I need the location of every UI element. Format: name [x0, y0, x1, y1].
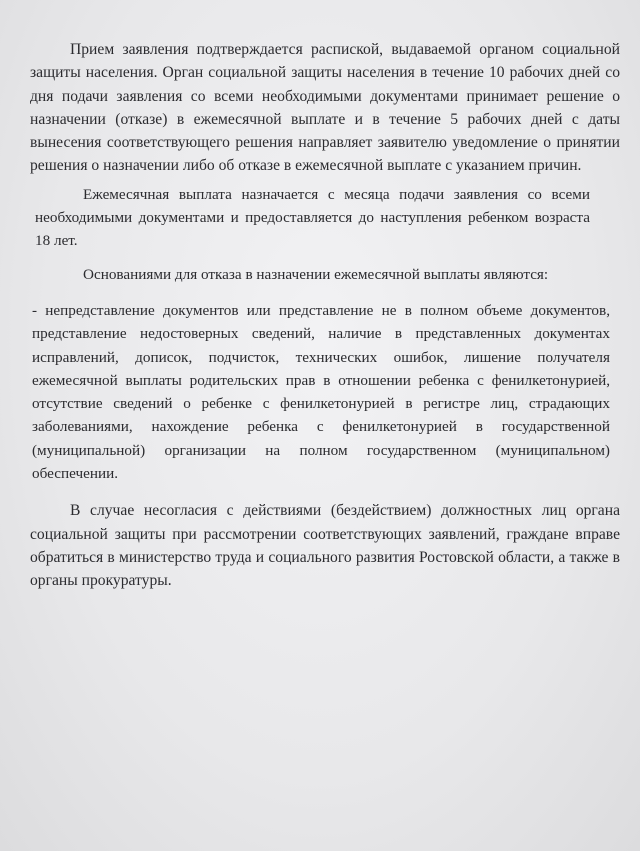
paragraph-payment-assignment: Ежемесячная выплата назначается с месяца подачи заявления со всеми необходимыми документами и предоставляется до наступления ребенком возраста 18 лет.: [35, 185, 590, 250]
paragraph-application-receipt: Прием заявления подтверждается распиской, выдаваемой органом социальной защиты населения. Орган социальной защиты населения в течение 10 рабочих дней со дня подачи заявления со всеми необходимыми документами принимает решение о назначении (отказе) в ежемесячной выплате и в течение 5 рабочих дней с даты вынесения соответствующего решения направляет заявителю уведомление о принятии решения о назначении либо об отказе в ежемесячной выплате с указанием причин.: [30, 41, 620, 175]
document-body: [30, 38, 620, 593]
paragraph-refusal-grounds-list: - непредставление документов или представление не в полном объеме документов, представление недостоверных сведений, наличие в представленных документах исправлений, дописок, подчисток, технических ошибок, лишение получателя ежемесячной выплаты родительских прав в отношении ребенка с фенилкетонурией, отсутствие сведений о ребенке с фенилкетонурией в регистре лиц, страдающих заболеваниями, нахождение ребенка с фенилкетонурией в государственной (муниципальной) организации на полном государственном (муниципальном) обеспечении.: [32, 301, 610, 483]
paragraph-refusal-grounds-heading: Основаниями для отказа в назначении ежемесячной выплаты являются:: [83, 265, 549, 283]
paragraph-appeal: В случае несогласия с действиями (бездействием) должностных лиц органа социальной защиты при рассмотрении соответствующих заявлений, граждане вправе обратиться в министерство труда и социального развития Ростовской области, а также в органы прокуратуры.: [30, 502, 620, 590]
